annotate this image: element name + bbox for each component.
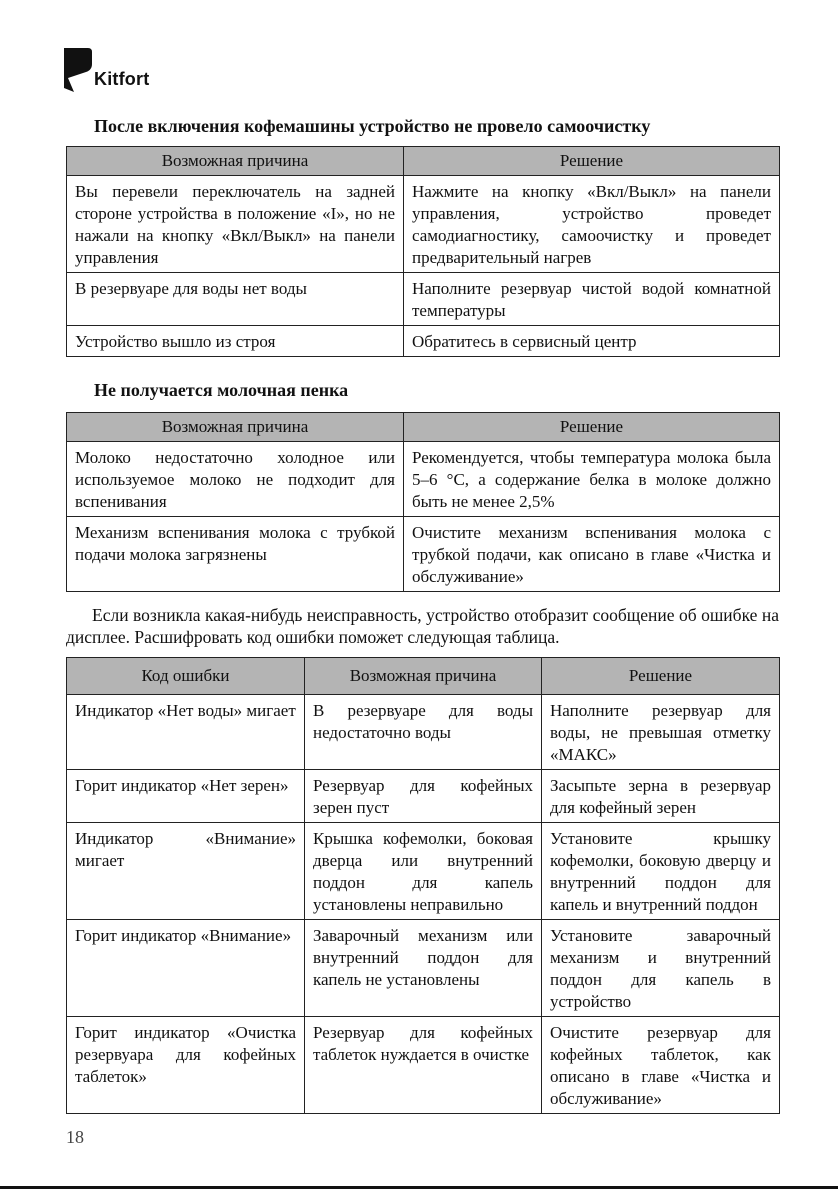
cause-cell: Резервуар для кофейных таблеток нуждается в очистке — [305, 1017, 542, 1114]
column-header-cause: Возможная причина — [305, 658, 542, 695]
error-code-cell: Горит индикатор «Очистка резервуара для кофейных таблеток» — [67, 1017, 305, 1114]
column-header-solution: Решение — [404, 147, 780, 176]
error-code-cell: Горит индикатор «Нет зерен» — [67, 770, 305, 823]
column-header-error-code: Код ошибки — [67, 658, 305, 695]
table-header-row — [67, 413, 780, 442]
error-code-intro-paragraph: Если возникла какая-нибудь неисправность, устройство отобразит сообщение об ошибке на дисплее. Расшифровать код ошибки поможет следующая таблица. — [66, 605, 779, 647]
column-header-solution: Решение — [542, 658, 780, 695]
section1-title: После включения кофемашины устройство не провело самоочистку — [94, 116, 651, 136]
solution-cell: Рекомендуется, чтобы температура молока была 5–6 °С, а содержание белка в молоке должно быть не менее 2,5% — [404, 442, 780, 517]
table-row — [67, 770, 780, 823]
table-row — [67, 823, 780, 920]
cause-cell: Устройство вышло из строя — [67, 326, 404, 357]
table-row — [67, 273, 780, 326]
cause-cell: Заварочный механизм или внутренний поддон для капель не установлены — [305, 920, 542, 1017]
column-header-cause: Возможная причина — [67, 147, 404, 176]
solution-cell: Установите заварочный механизм и внутренний поддон для капель в устройство — [542, 920, 780, 1017]
solution-cell: Наполните резервуар чистой водой комнатной температуры — [404, 273, 780, 326]
solution-cell: Обратитесь в сервисный центр — [404, 326, 780, 357]
error-code-cell: Горит индикатор «Внимание» — [67, 920, 305, 1017]
column-header-solution: Решение — [404, 413, 780, 442]
brand-logo — [64, 48, 149, 92]
solution-cell: Очистите резервуар для кофейных таблеток, как описано в главе «Чистка и обслуживание» — [542, 1017, 780, 1114]
table-row — [67, 695, 780, 770]
troubleshooting-table-selfclean — [66, 146, 780, 357]
column-header-cause: Возможная причина — [67, 413, 404, 442]
cause-cell: Крышка кофемолки, боковая дверца или внутренний поддон для капель установлены неправильно — [305, 823, 542, 920]
cause-cell: В резервуаре для воды нет воды — [67, 273, 404, 326]
cause-cell: В резервуаре для воды недостаточно воды — [305, 695, 542, 770]
section2-title: Не получается молочная пенка — [94, 380, 349, 400]
table-row — [67, 442, 780, 517]
table-row — [67, 920, 780, 1017]
table-row — [67, 517, 780, 592]
table-row — [67, 326, 780, 357]
error-code-cell: Индикатор «Внимание» мигает — [67, 823, 305, 920]
table-header-row — [67, 658, 780, 695]
troubleshooting-table-milkfoam — [66, 412, 780, 592]
cause-cell: Механизм вспенивания молока с трубкой подачи молока загрязнены — [67, 517, 404, 592]
cause-cell: Резервуар для кофейных зерен пуст — [305, 770, 542, 823]
solution-cell: Установите крышку кофемолки, боковую дверцу и внутренний поддон для капель и внутренний поддон — [542, 823, 780, 920]
solution-cell: Нажмите на кнопку «Вкл/Выкл» на панели управления, устройство проведет самодиагностику, самоочистку и проведет предварительный нагрев — [404, 176, 780, 273]
logo-text: Kitfort — [94, 69, 150, 89]
solution-cell: Засыпьте зерна в резервуар для кофейный зерен — [542, 770, 780, 823]
kitfort-logo-icon — [64, 48, 92, 92]
solution-cell: Очистите механизм вспенивания молока с трубкой подачи, как описано в главе «Чистка и обслуживание» — [404, 517, 780, 592]
page-number: 18 — [66, 1127, 84, 1147]
solution-cell: Наполните резервуар для воды, не превышая отметку «МАКС» — [542, 695, 780, 770]
error-code-cell: Индикатор «Нет воды» мигает — [67, 695, 305, 770]
table-row — [67, 1017, 780, 1114]
error-code-table — [66, 657, 780, 1114]
cause-cell: Вы перевели переключатель на задней стороне устройства в положение «I», но не нажали на кнопку «Вкл/Выкл» на панели управления — [67, 176, 404, 273]
cause-cell: Молоко недостаточно холодное или используемое молоко не подходит для вспенивания — [67, 442, 404, 517]
table-header-row — [67, 147, 780, 176]
table-row — [67, 176, 780, 273]
